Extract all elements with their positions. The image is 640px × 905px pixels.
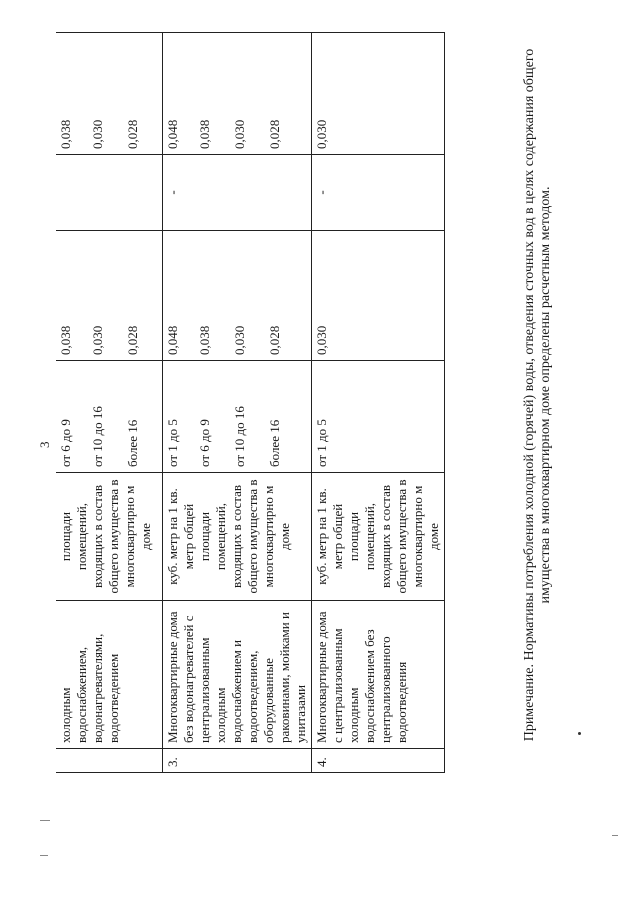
norms-table: [56, 32, 445, 773]
scan-artifact: [40, 820, 50, 821]
footnote: Примечание. Нормативы потребления холодной (горячей) воды, отведения сточных вод в целях содержания общего имущества в многоквартирном доме определены расчетным методом.: [522, 48, 553, 742]
sewerage-cell: [312, 33, 445, 155]
building-type-cell: Многоквартирные дома с централизованным холодным водоснабжением без централизованного водоотведения: [312, 601, 445, 749]
sewerage-value: 0,028: [267, 119, 282, 149]
cold-water-value: 0,030: [90, 325, 105, 355]
sewerage-value: 0,030: [314, 119, 329, 149]
sewerage-cell: [56, 33, 163, 155]
sewerage-value: 0,030: [232, 119, 247, 149]
row-number-cell: 4.: [312, 749, 445, 773]
floors-value: более 16: [125, 419, 140, 467]
cold-water-value: 0,030: [232, 325, 247, 355]
unit-cell: площади помещений, входящих в состав общего имущества в многоквартирно м доме: [56, 473, 163, 601]
hot-water-cell: [56, 155, 163, 231]
floors-value: от 10 до 16: [90, 406, 105, 467]
cold-water-value: 0,038: [58, 325, 73, 355]
unit-cell: куб. метр на 1 кв. метр общей площади помещений, входящих в состав общего имущества в многоквартирно м доме: [163, 473, 312, 601]
floors-cell: [312, 361, 445, 473]
floors-value: от 1 до 5: [165, 419, 180, 467]
floors-cell: [163, 361, 312, 473]
cold-water-value: 0,030: [314, 325, 329, 355]
page-number: 3: [37, 441, 52, 448]
table-row: [312, 33, 445, 773]
building-type-cell: Многоквартирные дома без водонагревателей с централизованным холодным водоснабжением и водоотведением, оборудованные раковинами, мойками и унитазами: [163, 601, 312, 749]
sewerage-cell: [163, 33, 312, 155]
cold-water-value: 0,038: [197, 325, 212, 355]
table-row-continuation: [56, 33, 163, 773]
floors-value: более 16: [267, 419, 282, 467]
sewerage-value: 0,038: [197, 119, 212, 149]
table-row: [163, 33, 312, 773]
scan-speck: [578, 732, 581, 735]
floors-value: от 6 до 9: [197, 419, 212, 467]
sewerage-value: 0,030: [90, 119, 105, 149]
cold-water-value: 0,028: [125, 325, 140, 355]
unit-cell: куб. метр на 1 кв. метр общей площади помещений, входящих в состав общего имущества в многоквартирно м доме: [312, 473, 445, 601]
row-number-cell: 3.: [163, 749, 312, 773]
cold-water-cell: [312, 231, 445, 361]
cold-water-value: 0,028: [267, 325, 282, 355]
sewerage-value: 0,038: [58, 119, 73, 149]
cold-water-value: 0,048: [165, 325, 180, 355]
floors-cell: [56, 361, 163, 473]
hot-water-cell: -: [163, 155, 312, 231]
cold-water-cell: [163, 231, 312, 361]
row-number-cell: [56, 749, 163, 773]
cold-water-cell: [56, 231, 163, 361]
floors-value: от 1 до 5: [314, 419, 329, 467]
floors-value: от 10 до 16: [232, 406, 247, 467]
scan-artifact: [612, 835, 618, 836]
sewerage-value: 0,048: [165, 119, 180, 149]
building-type-cell: холодным водоснабжением, водонагревателями, водоотведением: [56, 601, 163, 749]
hot-water-cell: -: [312, 155, 445, 231]
scan-artifact: [40, 855, 48, 856]
floors-value: от 6 до 9: [58, 419, 73, 467]
sewerage-value: 0,028: [125, 119, 140, 149]
